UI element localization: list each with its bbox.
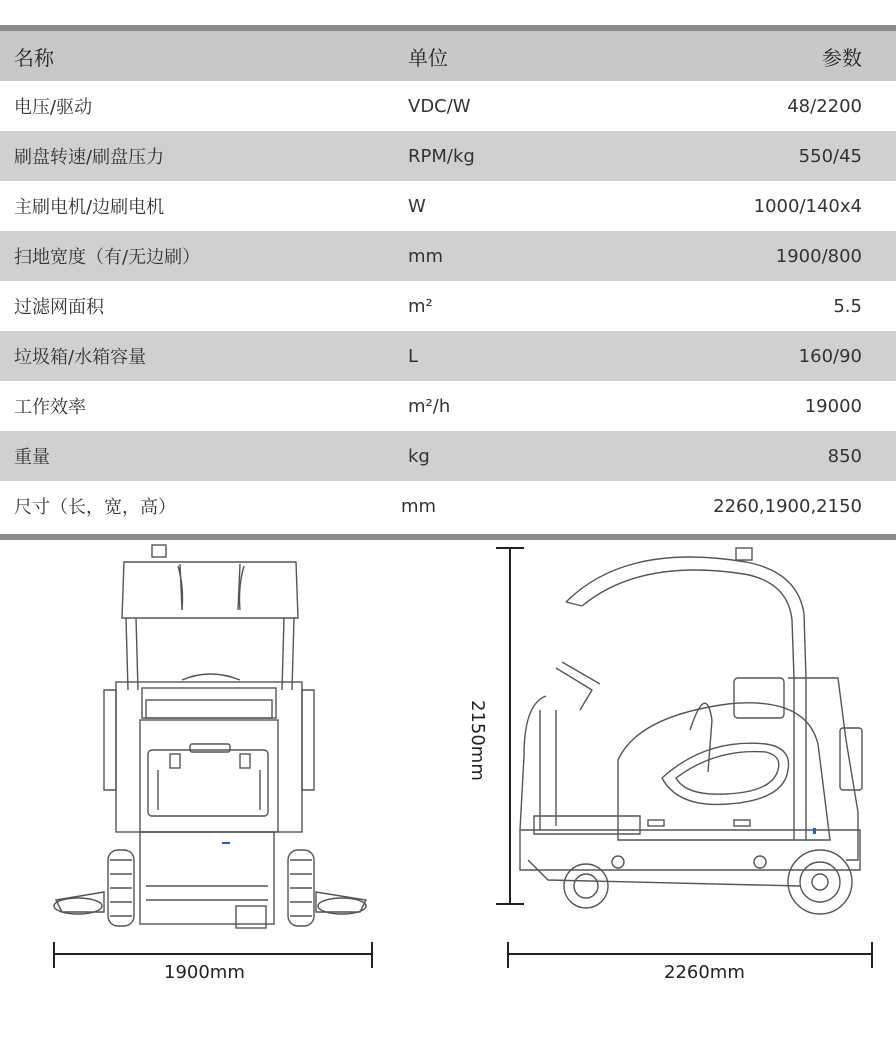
row-name: 尺寸（长，宽，高）: [14, 497, 176, 518]
row-value: 19000: [804, 395, 862, 417]
table-row: [0, 231, 896, 281]
side-view-drawing: [0, 540, 896, 1000]
spec-table: [0, 31, 896, 531]
row-name: 扫地宽度（有/无边刷）: [14, 247, 201, 268]
table-row: [0, 281, 896, 331]
row-unit: RPM/kg: [408, 145, 475, 167]
table-row: [0, 131, 896, 181]
row-name: 过滤网面积: [14, 297, 104, 318]
front-width-label: 1900mm: [164, 962, 245, 983]
header-unit: 单位: [408, 45, 448, 70]
table-row: [0, 381, 896, 431]
row-name: 主刷电机/边刷电机: [14, 197, 165, 218]
row-value: 550/45: [798, 145, 862, 167]
row-unit: mm: [408, 245, 444, 267]
row-unit: m²: [408, 295, 433, 317]
row-unit: W: [408, 195, 426, 217]
side-length-label: 2260mm: [664, 962, 745, 983]
table-row: [0, 481, 896, 531]
row-unit: VDC/W: [408, 95, 471, 117]
height-label: 2150mm: [467, 700, 488, 781]
table-row: [0, 81, 896, 131]
header-value: 参数: [822, 45, 862, 70]
row-value: 1000/140x4: [753, 195, 862, 217]
row-unit: L: [408, 345, 419, 367]
table-row: [0, 181, 896, 231]
machine-drawings: [0, 540, 896, 1000]
row-name: 电压/驱动: [14, 97, 93, 118]
header-name: 名称: [14, 45, 54, 70]
row-unit: m²/h: [408, 395, 451, 417]
table-header: [0, 31, 896, 81]
row-value: 850: [827, 445, 862, 467]
table-row: [0, 331, 896, 381]
row-name: 垃圾箱/水箱容量: [14, 347, 147, 368]
table-row: [0, 431, 896, 481]
row-name: 重量: [14, 447, 50, 468]
row-value: 48/2200: [787, 95, 862, 117]
row-name: 工作效率: [14, 397, 86, 418]
row-value: 2260,1900,2150: [713, 495, 862, 517]
row-value: 1900/800: [775, 245, 862, 267]
row-name: 刷盘转速/刷盘压力: [14, 147, 165, 168]
row-value: 160/90: [798, 345, 862, 367]
row-unit: kg: [408, 445, 430, 467]
row-value: 5.5: [833, 295, 862, 317]
row-unit: mm: [400, 495, 437, 517]
